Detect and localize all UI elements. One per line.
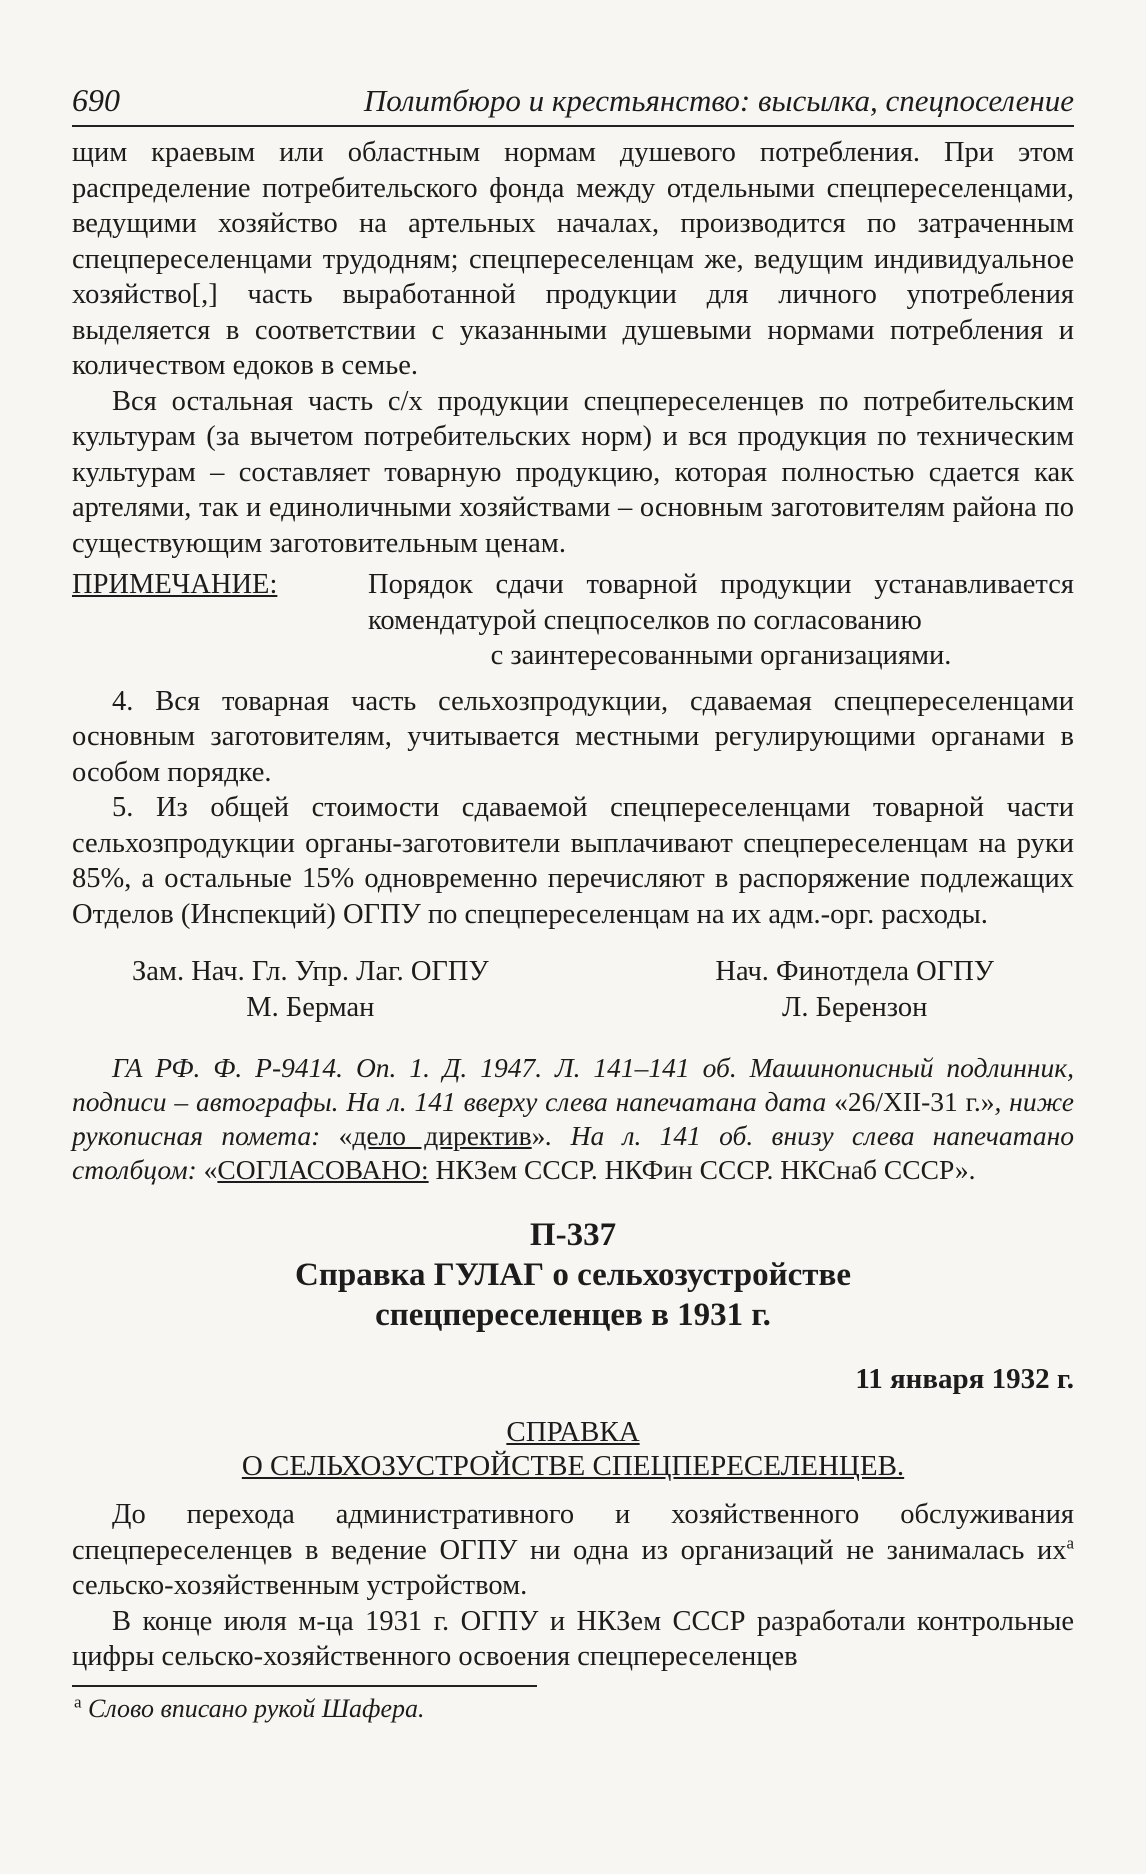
archive-part-1: ГА РФ. Ф. Р-9414. Оп. 1. Д. 1947. Л. 141–141 об. Машинописный подлинник, подписи – автографы. На л. 141 вверху слева напечатана дата [72,1052,1074,1117]
note-text-last: с заинтересованными организациями. [490,640,952,671]
spravka-paragraph-1 [72,1497,1074,1604]
archive-date: «26/XII-31 г.» [834,1086,995,1117]
paragraph-1: щим краевым или областным нормам душевого потребления. При этом распределение потребительского фонда между отдельными спецпереселенцами, ведущими хозяйство на артельных началах, производится по затраченным спецпереселенцами трудодням; спецпереселенцам же, ведущим индивидуальное хозяйство[,] часть выработанной продукции для личного употребления выделяется в соответствии с указанными душевыми нормами потребления и количеством едоков в семье. [72,137,1074,381]
footnote-text: Слово вписано рукой Шафера. [81,1693,425,1723]
note-text-main: Порядок сдачи товарной продукции устанавливается комендатурой спецпоселков по согласованию [368,569,1074,636]
signatures [72,954,1074,1025]
document-number: П-337 [529,1217,617,1253]
archive-stamp: СОГЛАСОВАНО: [217,1154,429,1185]
signature-right [715,954,994,1025]
spravka-p1-before: До перехода административного и хозяйственного обслуживания спецпереселенцев в ведение ОГПУ ни одна из организаций не занималась их [72,1499,1074,1566]
note-label: ПРИМЕЧАНИЕ: [72,569,278,600]
note [72,567,1074,674]
spravka-title-line-1: СПРАВКА [506,1416,640,1448]
footnote-marker: а [74,1691,82,1711]
document-title-line-1: Справка ГУЛАГ о сельхозустройстве [295,1257,851,1293]
footnote-ref[interactable]: а [1066,1533,1074,1552]
archive-part-2: , ниже рукописная помета: [72,1086,1074,1151]
document-title-line-2: спецпереселенцев в 1931 г. [375,1297,771,1333]
signature-left [132,954,489,1025]
archive-reference [72,1051,1074,1187]
document-date: 11 января 1932 г. [855,1363,1074,1395]
spravka-title [72,1415,1074,1483]
paragraph-2: Вся остальная часть с/х продукции спецпереселенцев по потребительским культурам (за вычетом потребительских норм) и вся продукция по техническим культурам – составляет товарную продукцию, которая полностью сдается как артелями, так и единоличными хозяйствами – основным заготовителям района по существующим заготовительным ценам. [72,385,1074,559]
archive-stamp-open: « [203,1154,218,1185]
page-number: 690 [72,82,120,118]
running-title: Политбюро и крестьянство: высылка, спецпоселение [363,83,1074,118]
paragraph-4: 4. Вся товарная часть сельхозпродукции, сдаваемая спецпереселенцами основным заготовителям, учитывается местными регулирующими органами в особом порядке. [72,685,1074,788]
footnote [72,1693,1074,1725]
running-head [72,82,1074,127]
signature-left-name: М. Берман [246,991,375,1023]
paragraph-5: 5. Из общей стоимости сдаваемой спецпереселенцами товарной части сельхозпродукции органы-заготовители выплачивают спецпереселенцам на руки 85%, а остальные 15% одновременно перечисляют в распоряжение подлежащих Отделов (Инспекций) ОГПУ по спецпереселенцам на их адм.-орг. расходы. [72,792,1074,930]
footnote-divider [72,1685,537,1687]
signature-right-name: Л. Берензон [782,991,928,1023]
document-heading [72,1215,1074,1335]
note-text [368,567,1074,674]
spravka-p1-after: сельско-хозяйственным устройством. [72,1570,528,1601]
signature-right-title: Нач. Финотдела ОГПУ [715,956,994,987]
archive-part-3: . На л. 141 об. внизу слева напечатано столбцом: [72,1120,1074,1185]
archive-stamp-rest: НКЗем СССР. НКФин СССР. НКСнаб СССР». [428,1154,976,1185]
archive-mark-text: дело директив [352,1120,532,1151]
archive-mark: «дело директив» [338,1120,546,1151]
spravka-title-line-2: О СЕЛЬХОЗУСТРОЙСТВЕ СПЕЦПЕРЕСЕЛЕНЦЕВ. [241,1450,905,1482]
spravka-paragraph-2: В конце июля м-ца 1931 г. ОГПУ и НКЗем СССР разработали контрольные цифры сельско-хозяйственного освоения спецпереселенцев [72,1605,1074,1672]
signature-left-title: Зам. Нач. Гл. Упр. Лаг. ОГПУ [132,956,489,987]
